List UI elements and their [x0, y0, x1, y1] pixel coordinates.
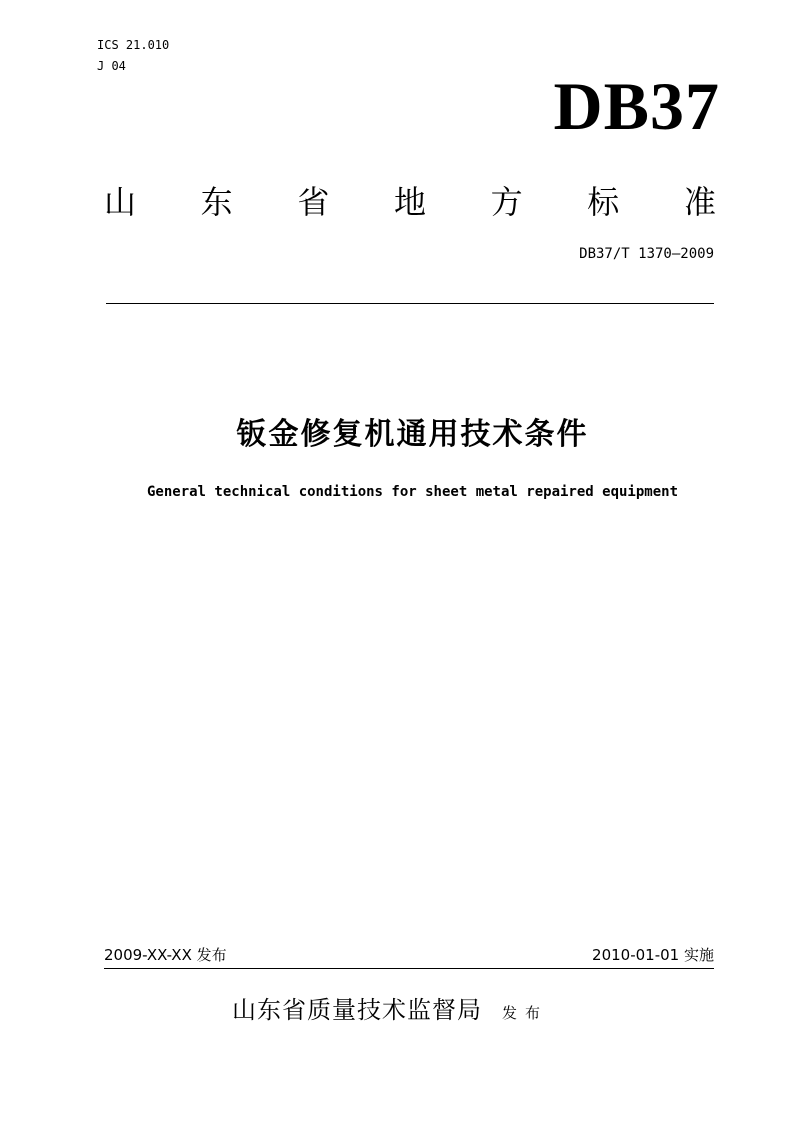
standard-type-char: 地 [393, 183, 426, 221]
title-english: General technical conditions for sheet metal repaired equipment [146, 484, 678, 500]
issuer-line [232, 990, 548, 1025]
issue-date: 2009-XX-XX 发布 [104, 946, 227, 964]
standard-number: DB37/T 1370—2009 [579, 246, 714, 262]
standard-type-char: 方 [490, 183, 523, 221]
issuer-name: 山东省质量技术监督局 [232, 996, 482, 1024]
footer-divider [104, 968, 714, 969]
implementation-date: 2010-01-01 实施 [592, 946, 714, 964]
standard-type-heading [104, 183, 716, 221]
standard-type-char: 东 [200, 183, 233, 221]
issuer-suffix: 发布 [502, 1004, 549, 1022]
standard-type-char: 山 [104, 183, 137, 221]
title-chinese: 钣金修复机通用技术条件 [236, 417, 589, 452]
db37-logo: DB37 [553, 68, 720, 144]
header-divider [106, 303, 714, 304]
classification-code: J 04 [97, 59, 126, 73]
ics-code: ICS 21.010 [97, 38, 170, 52]
standard-type-char: 省 [297, 183, 330, 221]
standard-type-char: 标 [587, 183, 620, 221]
standard-type-char: 准 [683, 183, 716, 221]
